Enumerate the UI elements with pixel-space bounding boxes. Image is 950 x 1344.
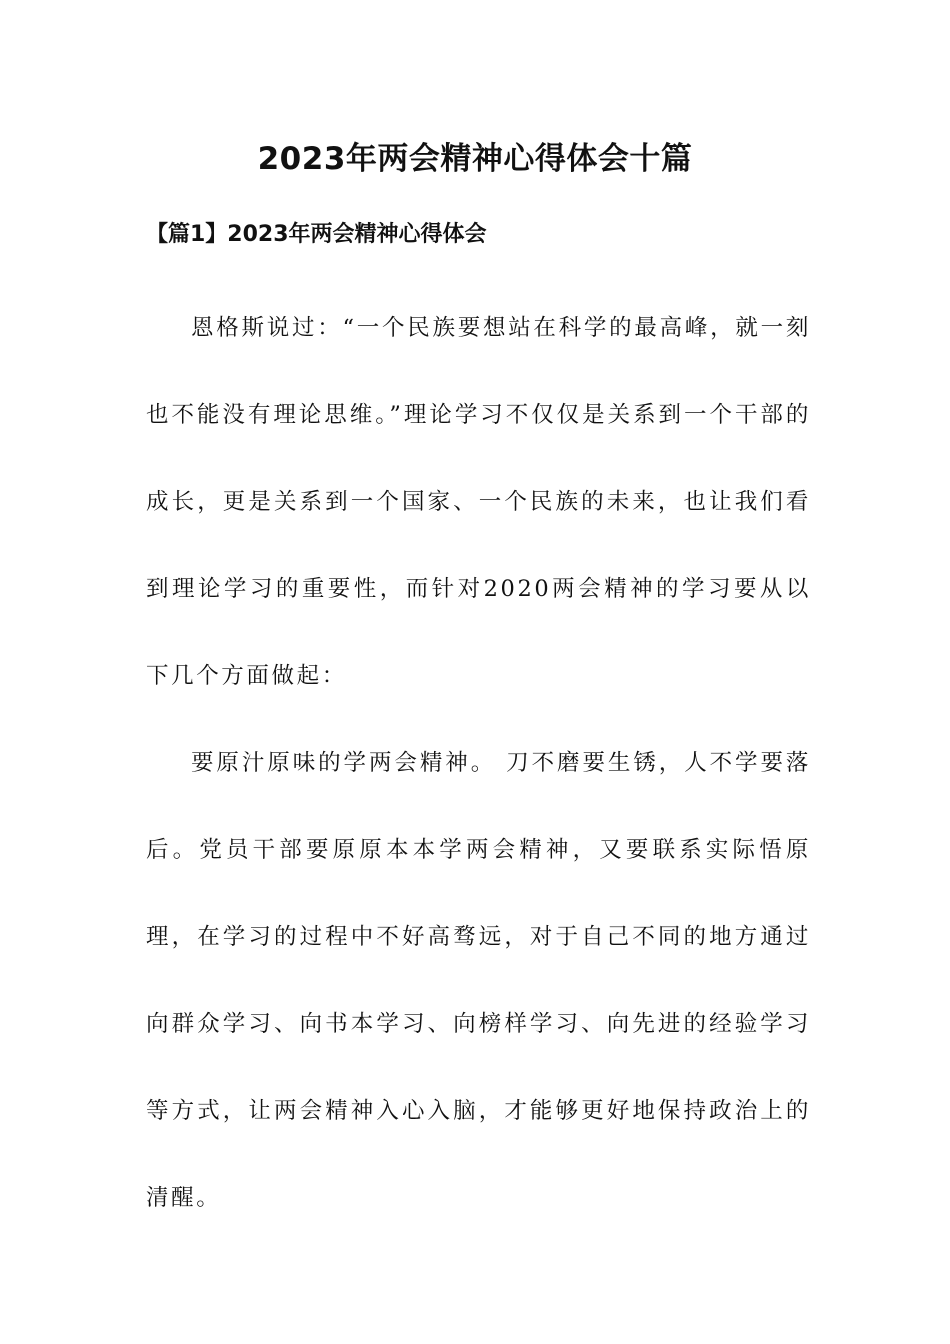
paragraph-2: 要原汁原味的学两会精神。 刀不磨要生锈，人不学要落后。党员干部要原原本本学两会精神，又要联系实际悟原理，在学习的过程中不好高骛远，对于自己不同的地方通过向群众学习、向书本学习、向榜样学习、向先进的经验学习等方式，让两会精神入心入脑，才能够更好地保持政治上的清醒。 [146, 750, 811, 1211]
document-title: 2023年两会精神心得体会十篇 [257, 141, 693, 177]
paragraph-1: 恩格斯说过：“一个民族要想站在科学的最高峰，就一刻也不能没有理论思维。”理论学习不仅仅是关系到一个干部的成长，更是关系到一个国家、一个民族的未来，也让我们看到理论学习的重要性，而针对2020两会精神的学习要从以下几个方面做起： [146, 315, 811, 689]
section-heading: 【篇1】2023年两会精神心得体会 [146, 222, 487, 247]
body-text [146, 285, 811, 1242]
